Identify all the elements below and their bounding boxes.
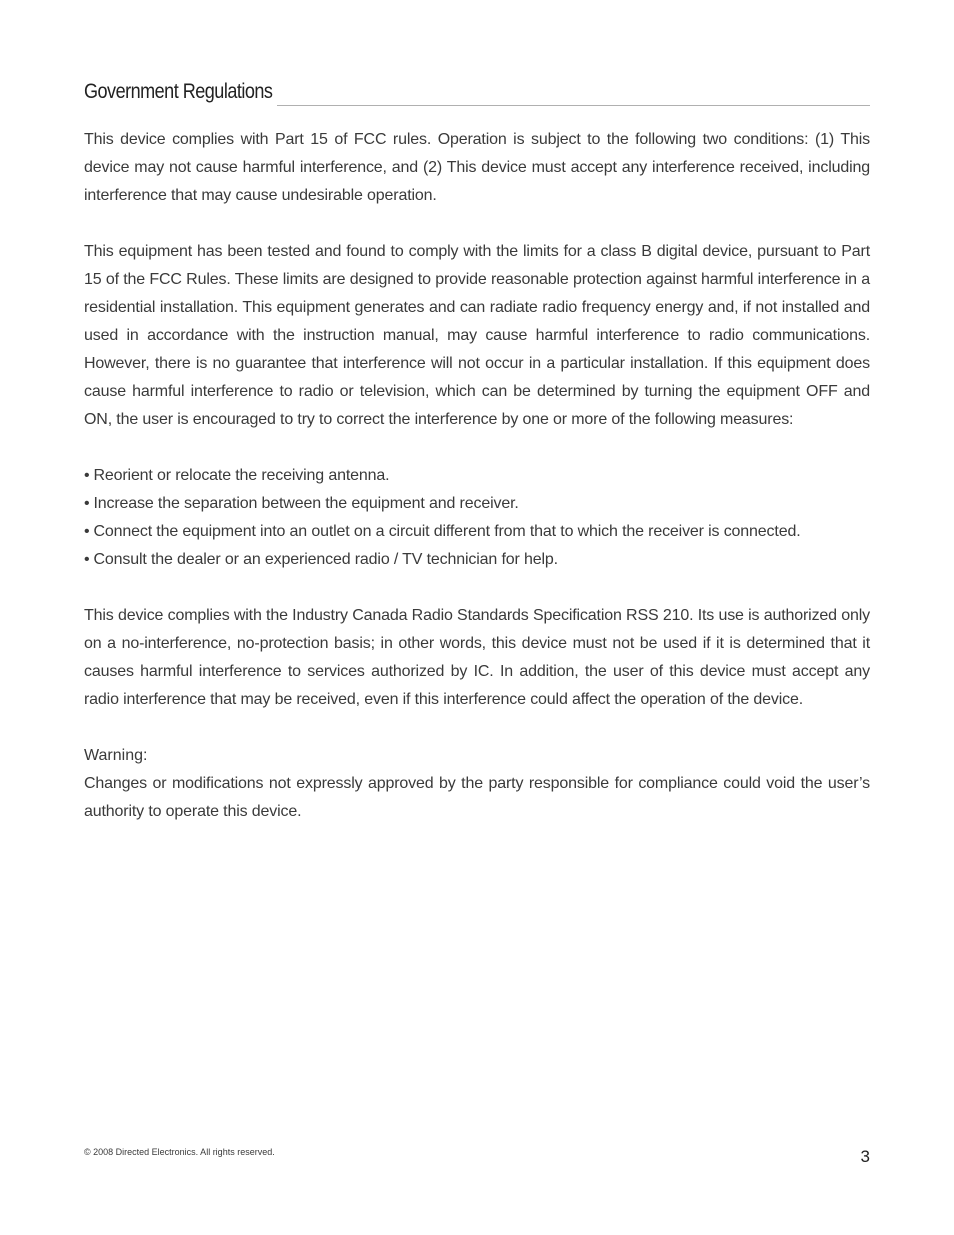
list-item-text: Connect the equipment into an outlet on a circuit different from that to which the receiver is connected. bbox=[93, 523, 801, 540]
fcc-conditions-paragraph: This device complies with Part 15 of FCC rules. Operation is subject to the following two conditions: (1) This device may not cause harmful interference, and (2) This device must accept any interference received, including interference that may cause undesirable operation. bbox=[84, 131, 870, 204]
page-number: 3 bbox=[860, 1147, 870, 1166]
bullet-icon: • bbox=[84, 495, 90, 512]
list-item bbox=[84, 490, 870, 518]
measures-list bbox=[84, 462, 870, 574]
bullet-icon: • bbox=[84, 523, 90, 540]
list-item bbox=[84, 518, 870, 546]
list-item-text: Increase the separation between the equipment and receiver. bbox=[93, 495, 519, 512]
title-underline-rule bbox=[277, 105, 870, 106]
list-item-text: Reorient or relocate the receiving antenna. bbox=[93, 467, 390, 484]
industry-canada-paragraph: This device complies with the Industry Canada Radio Standards Specification RSS 210. Its use is authorized only on a no-interference, no-protection basis; in other words, this device must not be used if it is determined that it causes harmful interference to services authorized by IC. In addition, the user of this device must accept any radio interference that may be received, even if this interference could affect the operation of the device. bbox=[84, 607, 870, 708]
list-item-text: Consult the dealer or an experienced radio / TV technician for help. bbox=[93, 551, 558, 568]
document-page bbox=[84, 78, 870, 826]
bullet-icon: • bbox=[84, 551, 90, 568]
warning-label: Warning: bbox=[84, 747, 148, 764]
list-item bbox=[84, 462, 870, 490]
copyright-notice: © 2008 Directed Electronics. All rights reserved. bbox=[84, 1147, 275, 1157]
section-header bbox=[84, 78, 870, 106]
section-title: Government Regulations bbox=[84, 80, 273, 103]
warning-text: Changes or modifications not expressly approved by the party responsible for compliance could void the user’s authority to operate this device. bbox=[84, 775, 870, 820]
bullet-icon: • bbox=[84, 467, 90, 484]
class-b-paragraph: This equipment has been tested and found to comply with the limits for a class B digital device, pursuant to Part 15 of the FCC Rules. These limits are designed to provide reasonable protection against harmful interference in a residential installation. This equipment generates and can radiate radio frequency energy and, if not installed and used in accordance with the instruction manual, may cause harmful interference to radio communications. However, there is no guarantee that interference will not occur in a particular installation. If this equipment does cause harmful interference to radio or television, which can be determined by turning the equipment OFF and ON, the user is encouraged to try to correct the interference by one or more of the following measures: bbox=[84, 243, 870, 428]
list-item bbox=[84, 546, 870, 574]
